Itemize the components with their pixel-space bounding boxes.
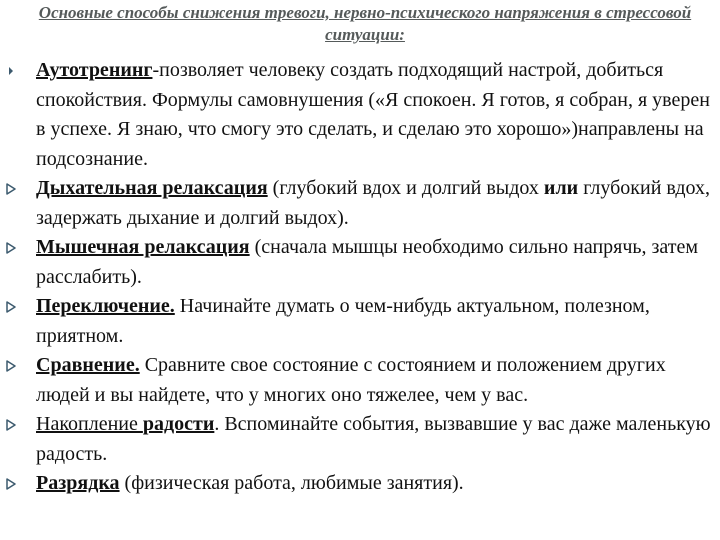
item-text: -позволяет человеку создать подходящий настрой, добиться спокойствия. Формулы самовнушения («Я спокоен. Я готов, я собран, я уверен в успехе. Я знаю, что смогу это сделать, и сделаю это хорошо»)направлены на подсознание. xyxy=(36,59,710,170)
item-bold-word: или xyxy=(543,177,579,199)
term-switching: Переключение. xyxy=(36,295,175,317)
list-item-accumulating-joy xyxy=(0,410,720,469)
item-text: . Вспоминайте события, вызвавшие у вас даже маленькую радость. xyxy=(36,413,711,465)
item-text: (глубокий вдох и долгий выдох xyxy=(267,177,544,199)
triangle-bullet-icon xyxy=(4,233,18,263)
triangle-bullet-icon xyxy=(4,351,18,381)
small-triangle-bullet-icon xyxy=(4,56,18,86)
term-autotraining: Аутотренинг xyxy=(36,59,153,81)
term-muscle-relaxation: Мышечная релаксация xyxy=(36,236,250,258)
bullet-list xyxy=(0,56,720,499)
term-comparison: Сравнение. xyxy=(36,354,140,376)
list-item-autotraining xyxy=(0,56,720,174)
list-item-comparison xyxy=(0,351,720,410)
item-text: Сравните свое состояние с состоянием и положением других людей и вы найдете, что у многих оно тяжелее, чем у вас. xyxy=(36,354,666,406)
list-item-muscle-relaxation xyxy=(0,233,720,292)
item-text: (физическая работа, любимые занятия). xyxy=(119,472,464,494)
list-item-breathing-relaxation xyxy=(0,174,720,233)
term-joy: радости xyxy=(142,413,215,435)
triangle-bullet-icon xyxy=(4,469,18,499)
item-text: (сначала мышцы необходимо сильно напрячь, затем расслабить). xyxy=(36,236,699,288)
term-accumulating: Накопление xyxy=(36,413,143,435)
triangle-bullet-icon xyxy=(4,410,18,440)
page-title: Основные способы снижения тревоги, нервно-психического напряжения в стрессовой ситуации: xyxy=(38,3,692,44)
list-item-switching xyxy=(0,292,720,351)
term-breathing-relaxation: Дыхательная релаксация xyxy=(36,177,268,199)
list-item-discharge xyxy=(0,469,720,499)
triangle-bullet-icon xyxy=(4,292,18,322)
triangle-bullet-icon xyxy=(4,174,18,204)
term-discharge: Разрядка xyxy=(36,472,120,494)
item-text-continued: глубокий вдох, задержать дыхание и долгий выдох). xyxy=(36,177,711,229)
item-text: Начинайте думать о чем-нибудь актуальном, полезном, приятном. xyxy=(36,295,650,347)
